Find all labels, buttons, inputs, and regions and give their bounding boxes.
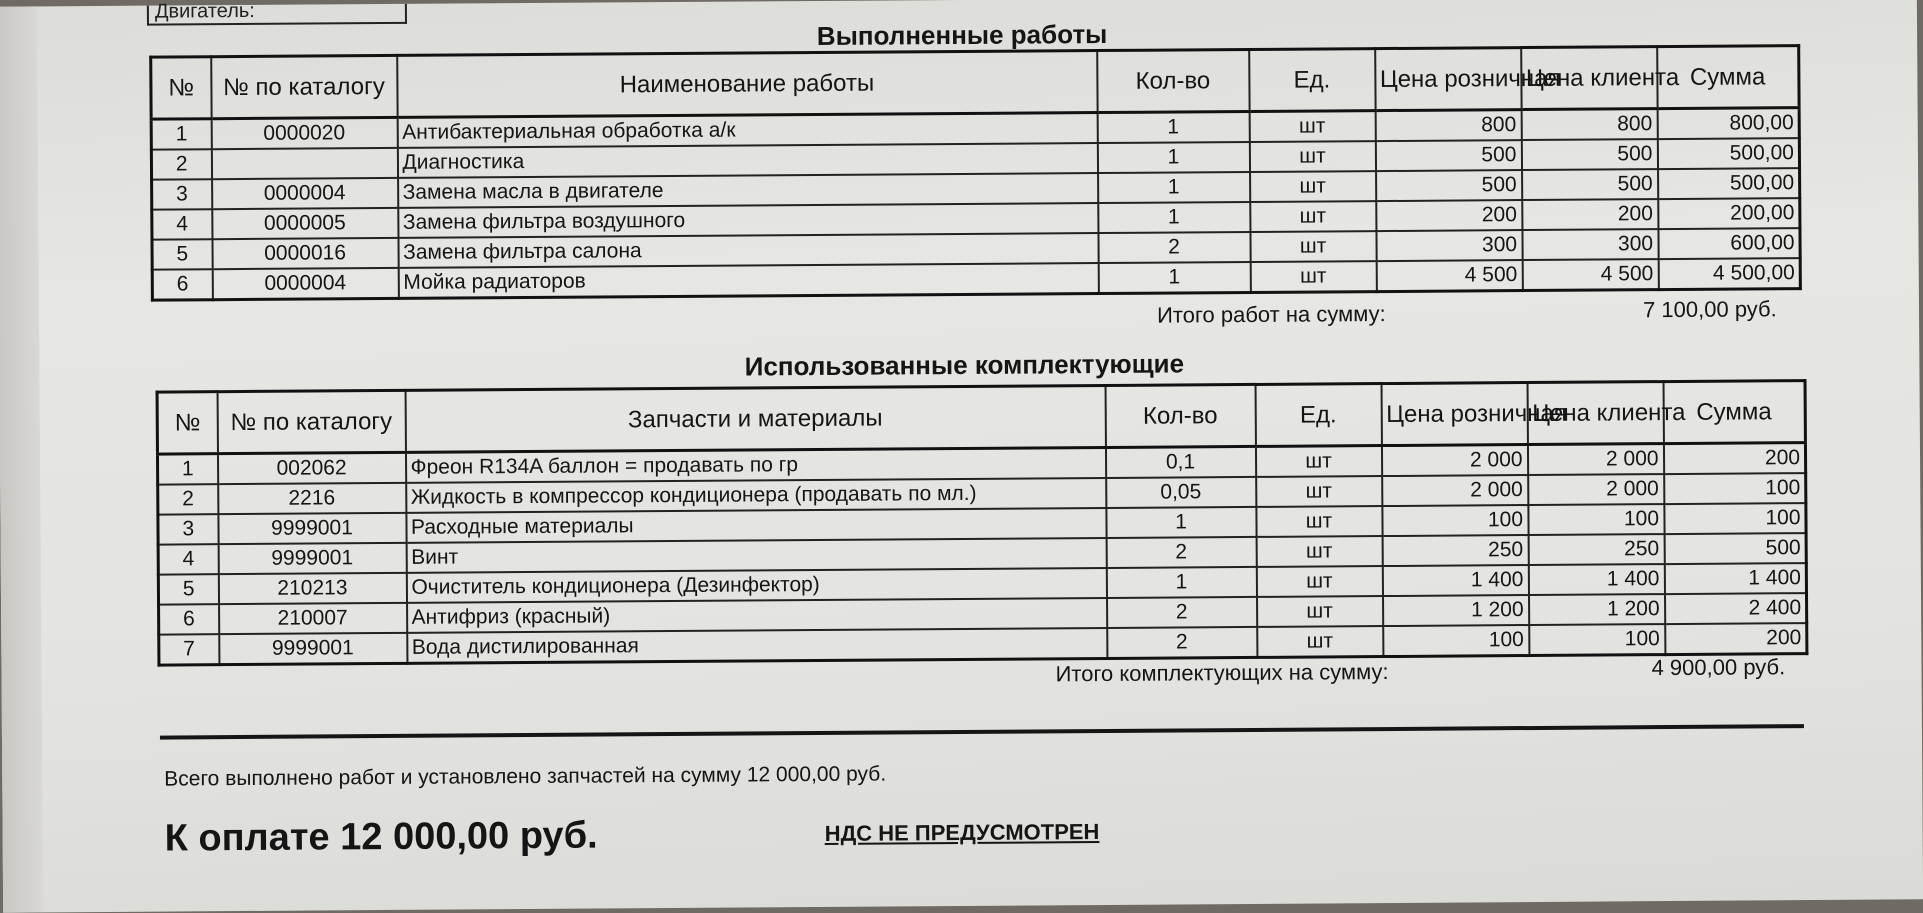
retail-price: 500 — [1376, 170, 1522, 201]
quantity: 1 — [1098, 262, 1250, 294]
item-name: Фреон R134A баллон = продавать по гр — [405, 447, 1105, 482]
row-sum: 200 — [1665, 623, 1807, 654]
row-sum: 100 — [1664, 503, 1806, 534]
retail-price: 2 000 — [1382, 475, 1528, 506]
row-number: 2 — [158, 484, 218, 514]
vat-note: НДС НЕ ПРЕДУСМОТРЕН — [824, 819, 1100, 846]
catalog-number — [211, 148, 397, 179]
catalog-number: 9999001 — [218, 513, 406, 544]
catalog-number: 002062 — [217, 452, 405, 484]
col-retail-price: Цена розничная — [1381, 383, 1527, 446]
client-price: 1 400 — [1528, 564, 1664, 595]
col-retail-price: Цена розничная — [1375, 48, 1521, 111]
row-number: 6 — [152, 269, 212, 300]
row-sum: 4 500,00 — [1658, 258, 1800, 289]
works-total-label: Итого работ на сумму: — [1156, 301, 1386, 328]
retail-price: 100 — [1382, 505, 1528, 536]
client-price: 1 200 — [1529, 594, 1665, 625]
divider-line — [160, 724, 1804, 739]
works-section-title: Выполненные работы — [816, 18, 1108, 51]
item-name: Жидкость в компрессор кондиционера (продавать по мл.) — [406, 478, 1106, 513]
unit: шт — [1257, 596, 1383, 627]
col-sum: Сумма — [1663, 381, 1805, 444]
parts-table — [156, 379, 1809, 667]
row-sum: 500 — [1664, 533, 1806, 564]
col-catalog: № по каталогу — [217, 390, 405, 453]
col-sum: Сумма — [1657, 46, 1799, 109]
item-name: Замена фильтра салона — [398, 233, 1098, 268]
retail-price: 2 000 — [1381, 445, 1527, 477]
item-name: Мойка радиаторов — [398, 263, 1098, 298]
item-name: Антифриз (красный) — [407, 598, 1107, 633]
catalog-number: 9999001 — [219, 633, 407, 665]
catalog-number: 0000004 — [212, 268, 398, 300]
item-name: Винт — [406, 538, 1106, 573]
catalog-number: 9999001 — [218, 543, 406, 574]
col-number: № — [157, 392, 217, 454]
col-qty: Кол-во — [1097, 49, 1249, 112]
row-sum: 1 400 — [1664, 563, 1806, 594]
unit: шт — [1249, 141, 1375, 172]
item-name: Антибактериальная обработка а/к — [397, 113, 1097, 148]
item-name: Диагностика — [397, 143, 1097, 178]
works-total-value: 7 100,00 руб. — [1642, 296, 1777, 323]
retail-price: 250 — [1382, 535, 1528, 566]
quantity: 1 — [1098, 202, 1250, 233]
row-number: 7 — [159, 634, 219, 665]
unit: шт — [1256, 476, 1382, 507]
row-sum: 200,00 — [1658, 198, 1800, 229]
row-number: 5 — [152, 239, 212, 269]
row-number: 3 — [158, 514, 218, 544]
amount-to-pay: К оплате 12 000,00 руб. — [164, 814, 598, 860]
unit: шт — [1250, 171, 1376, 202]
item-name: Вода дистилированная — [407, 628, 1107, 663]
item-name: Очиститель кондиционера (Дезинфектор) — [406, 568, 1106, 603]
grand-summary-text: Всего выполнено работ и установлено запчастей на сумму 12 000,00 руб. — [164, 762, 887, 791]
quantity: 2 — [1107, 627, 1257, 659]
quantity: 1 — [1097, 142, 1249, 173]
row-sum: 200 — [1663, 443, 1805, 474]
item-name: Расходные материалы — [406, 508, 1106, 543]
row-sum: 2 400 — [1665, 593, 1807, 624]
client-price: 4 500 — [1522, 259, 1658, 290]
catalog-number: 0000016 — [212, 238, 398, 269]
retail-price: 100 — [1383, 625, 1529, 657]
catalog-number: 0000005 — [212, 208, 398, 239]
unit: шт — [1250, 261, 1376, 292]
client-price: 100 — [1528, 504, 1664, 535]
retail-price: 200 — [1376, 200, 1522, 231]
col-work-name: Наименование работы — [397, 51, 1097, 118]
row-sum: 500,00 — [1657, 138, 1799, 169]
parts-header-row — [157, 381, 1805, 455]
quantity: 0,05 — [1106, 477, 1256, 508]
parts-section-title: Использованные комплектующие — [744, 348, 1185, 382]
quantity: 2 — [1098, 232, 1250, 263]
catalog-number: 210007 — [219, 603, 407, 634]
client-price: 2 000 — [1528, 474, 1664, 505]
row-number: 5 — [158, 574, 218, 604]
row-sum: 500,00 — [1658, 168, 1800, 199]
col-unit: Ед. — [1249, 49, 1375, 112]
row-number: 2 — [151, 149, 211, 179]
row-sum: 100 — [1664, 473, 1806, 504]
row-sum: 600,00 — [1658, 228, 1800, 259]
client-price: 800 — [1521, 109, 1657, 140]
retail-price: 1 400 — [1382, 565, 1528, 596]
quantity: 1 — [1106, 567, 1256, 598]
works-table — [149, 44, 1802, 302]
catalog-number: 0000020 — [211, 117, 397, 149]
row-number: 3 — [152, 179, 212, 209]
client-price: 100 — [1529, 624, 1665, 655]
col-client-price: Цена клиента — [1527, 382, 1663, 445]
item-name: Замена фильтра воздушного — [398, 203, 1098, 238]
retail-price: 300 — [1376, 230, 1522, 261]
header-fragment: Двигатель: — [147, 4, 407, 26]
col-client-price: Цена клиента — [1521, 47, 1657, 110]
unit: шт — [1250, 231, 1376, 262]
catalog-number: 2216 — [218, 483, 406, 514]
works-header-row — [151, 46, 1799, 120]
retail-price: 1 200 — [1383, 595, 1529, 626]
col-qty: Кол-во — [1105, 384, 1255, 447]
unit: шт — [1257, 626, 1383, 657]
col-number: № — [151, 57, 211, 119]
row-number: 4 — [152, 209, 212, 239]
col-part-name: Запчасти и материалы — [405, 385, 1105, 452]
parts-total-label: Итого комплектующих на сумму: — [1055, 659, 1389, 687]
retail-price: 500 — [1375, 140, 1521, 171]
client-price: 2 000 — [1527, 444, 1663, 475]
row-number: 1 — [151, 119, 211, 150]
row-number: 6 — [159, 604, 219, 634]
parts-total-value: 4 900,00 руб. — [1651, 654, 1786, 681]
paper-edge — [0, 6, 43, 912]
client-price: 500 — [1521, 139, 1657, 170]
quantity: 2 — [1107, 597, 1257, 628]
unit: шт — [1256, 506, 1382, 537]
catalog-number: 210213 — [218, 573, 406, 604]
unit: шт — [1250, 201, 1376, 232]
quantity: 0,1 — [1105, 446, 1255, 478]
unit: шт — [1256, 536, 1382, 567]
quantity: 1 — [1098, 172, 1250, 203]
col-unit: Ед. — [1255, 384, 1381, 447]
quantity: 2 — [1106, 537, 1256, 568]
item-name: Замена масла в двигателе — [398, 173, 1098, 208]
unit: шт — [1255, 446, 1381, 477]
client-price: 300 — [1522, 229, 1658, 260]
row-sum: 800,00 — [1657, 108, 1799, 139]
unit: шт — [1256, 566, 1382, 597]
col-catalog: № по каталогу — [211, 55, 397, 118]
retail-price: 800 — [1375, 110, 1521, 142]
client-price: 500 — [1522, 169, 1658, 200]
client-price: 250 — [1528, 534, 1664, 565]
catalog-number: 0000004 — [212, 178, 398, 209]
quantity: 1 — [1106, 507, 1256, 538]
client-price: 200 — [1522, 199, 1658, 230]
retail-price: 4 500 — [1376, 260, 1522, 292]
row-number: 4 — [158, 544, 218, 574]
unit: шт — [1249, 111, 1375, 142]
quantity: 1 — [1097, 111, 1249, 143]
row-number: 1 — [157, 454, 217, 485]
